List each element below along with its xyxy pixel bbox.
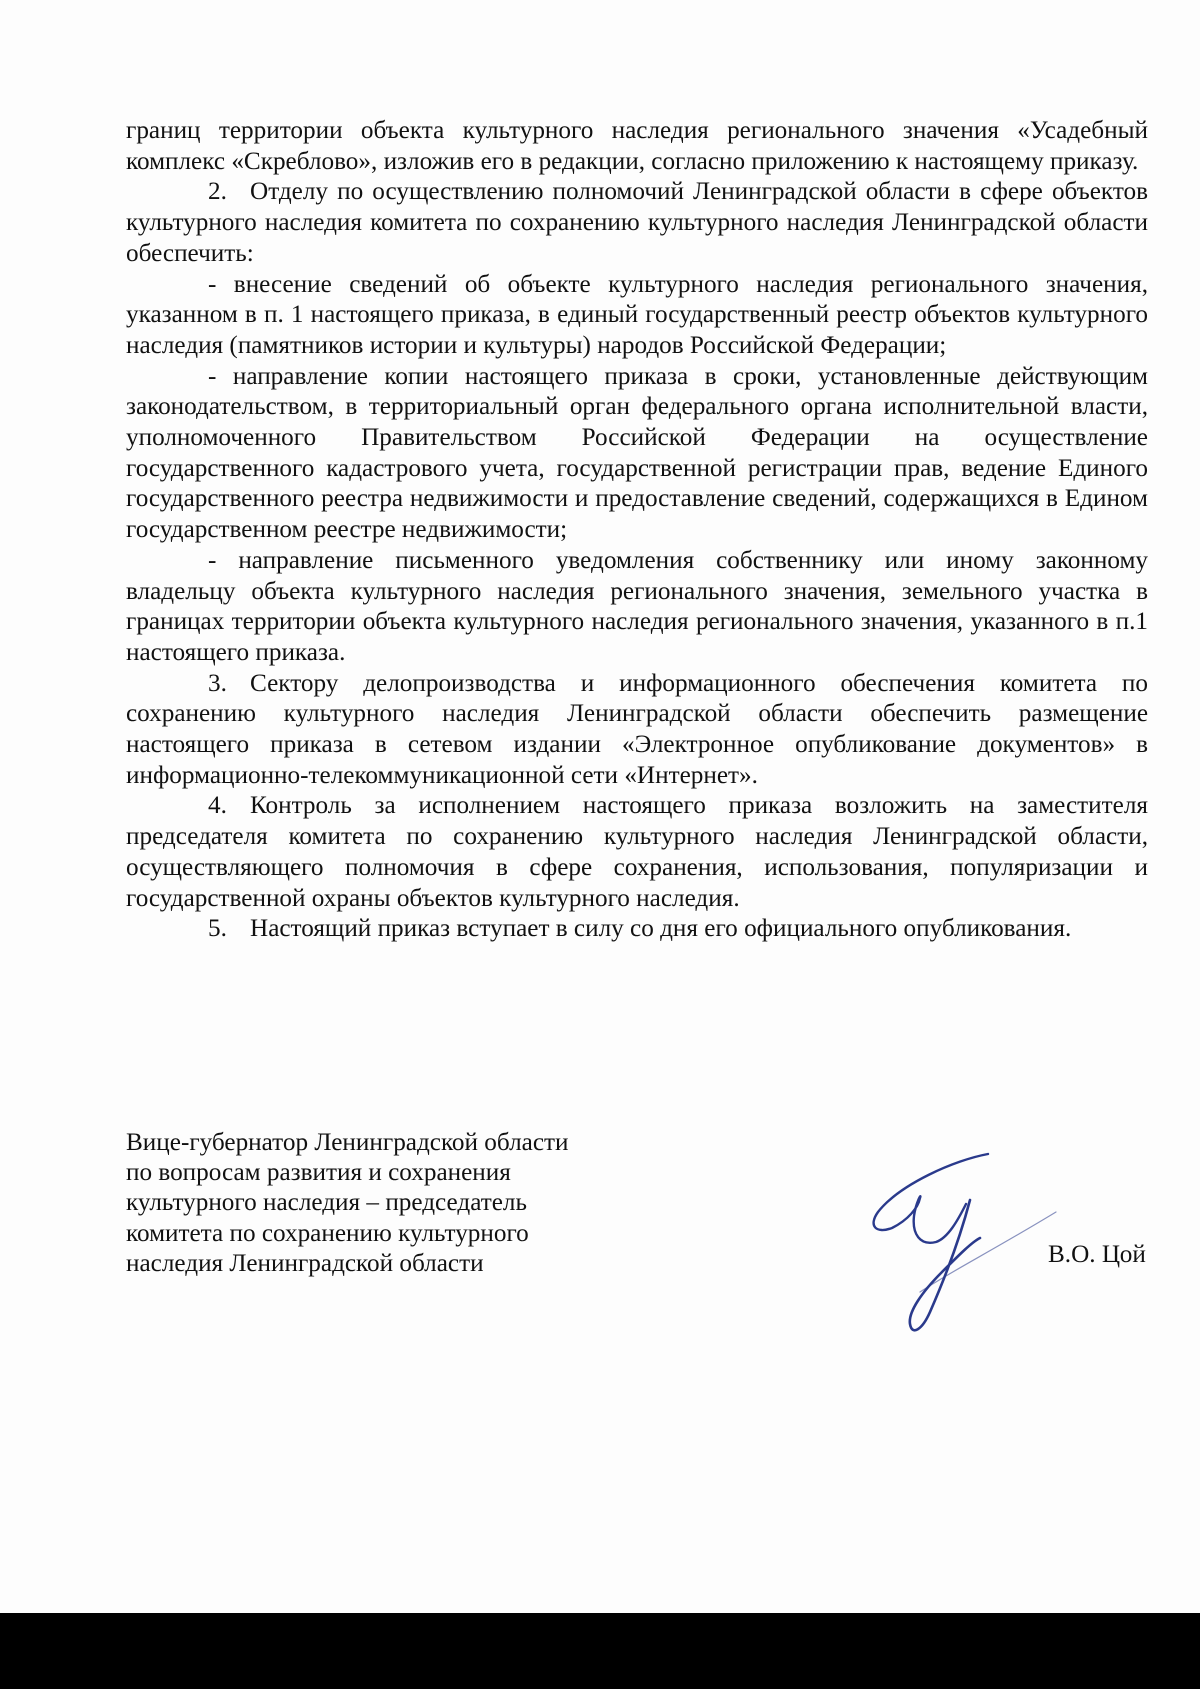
signatory-title-line: комитета по сохранению культурного [126, 1219, 529, 1247]
item-text: Контроль за исполнением настоящего приказа возложить на заместителя председателя комитета по сохранению культурного наследия Ленинградской области, осуществляющего полномочия в сфере сохранения, использования, популяризации и государственной охраны объектов культурного наследия. [126, 792, 1148, 912]
item-text: Сектору делопроизводства и информационного обеспечения комитета по сохранению культурного наследия Ленинградской области обеспечить размещение настоящего приказа в сетевом издании «Электронное опубликование документов» в информационно-телекоммуникационной сети «Интернет». [126, 669, 1148, 789]
signatory-title-line: культурного наследия – председатель [126, 1189, 527, 1217]
signatory-title-line: по вопросам развития и сохранения [126, 1159, 511, 1187]
document-body [126, 116, 1148, 945]
subparagraph-2: - направление копии настоящего приказа в сроки, установленные действующим законодательством, в территориальный орган федерального органа исполнительной власти, уполномоченного Правительством Российской Федерации на осуществление государственного кадастрового учета, государственной регистрации прав, ведение Единого государственного реестра недвижимости и предоставление сведений, содержащихся в Едином государственном реестре недвижимости; [126, 362, 1148, 544]
subparagraph-1: - внесение сведений об объекте культурного наследия регионального значения, указанном в п. 1 настоящего приказа, в единый государственный реестр объектов культурного наследия (памятников истории и культуры) народов Российской Федерации; [126, 270, 1148, 359]
item-number: 4. [208, 792, 227, 820]
scan-bottom-border [0, 1613, 1200, 1689]
item-number: 5. [208, 915, 227, 943]
signatory-name: В.О. Цой [1048, 1241, 1146, 1268]
signatory-title-line: наследия Ленинградской области [126, 1249, 484, 1277]
paragraph-item-5 [126, 914, 1148, 945]
signatory-title-line: Вице-губернатор Ленинградской области [126, 1129, 569, 1156]
paragraph-item-2 [126, 177, 1148, 269]
item-text: Отделу по осуществлению полномочий Ленинградской области в сфере объектов культурного наследия комитета по сохранению культурного наследия Ленинградской области обеспечить: [126, 178, 1148, 267]
item-text: Настоящий приказ вступает в силу со дня его официального опубликования. [250, 915, 1072, 943]
handwritten-signature-icon [860, 1142, 1060, 1337]
item-number: 3. [208, 669, 227, 697]
subparagraph-3: - направление письменного уведомления собственнику или иному законному владельцу объекта культурного наследия регионального значения, земельного участка в границах территории объекта культурного наследия регионального значения, указанного в п.1 настоящего приказа. [126, 546, 1148, 666]
signatory-title [126, 1128, 646, 1279]
paragraph-continuation: границ территории объекта культурного наследия регионального значения «Усадебный комплекс «Скреблово», изложив его в редакции, согласно приложению к настоящему приказу. [126, 117, 1148, 175]
paragraph-item-3 [126, 669, 1148, 792]
paragraph-item-4 [126, 791, 1148, 914]
item-number: 2. [208, 178, 227, 206]
